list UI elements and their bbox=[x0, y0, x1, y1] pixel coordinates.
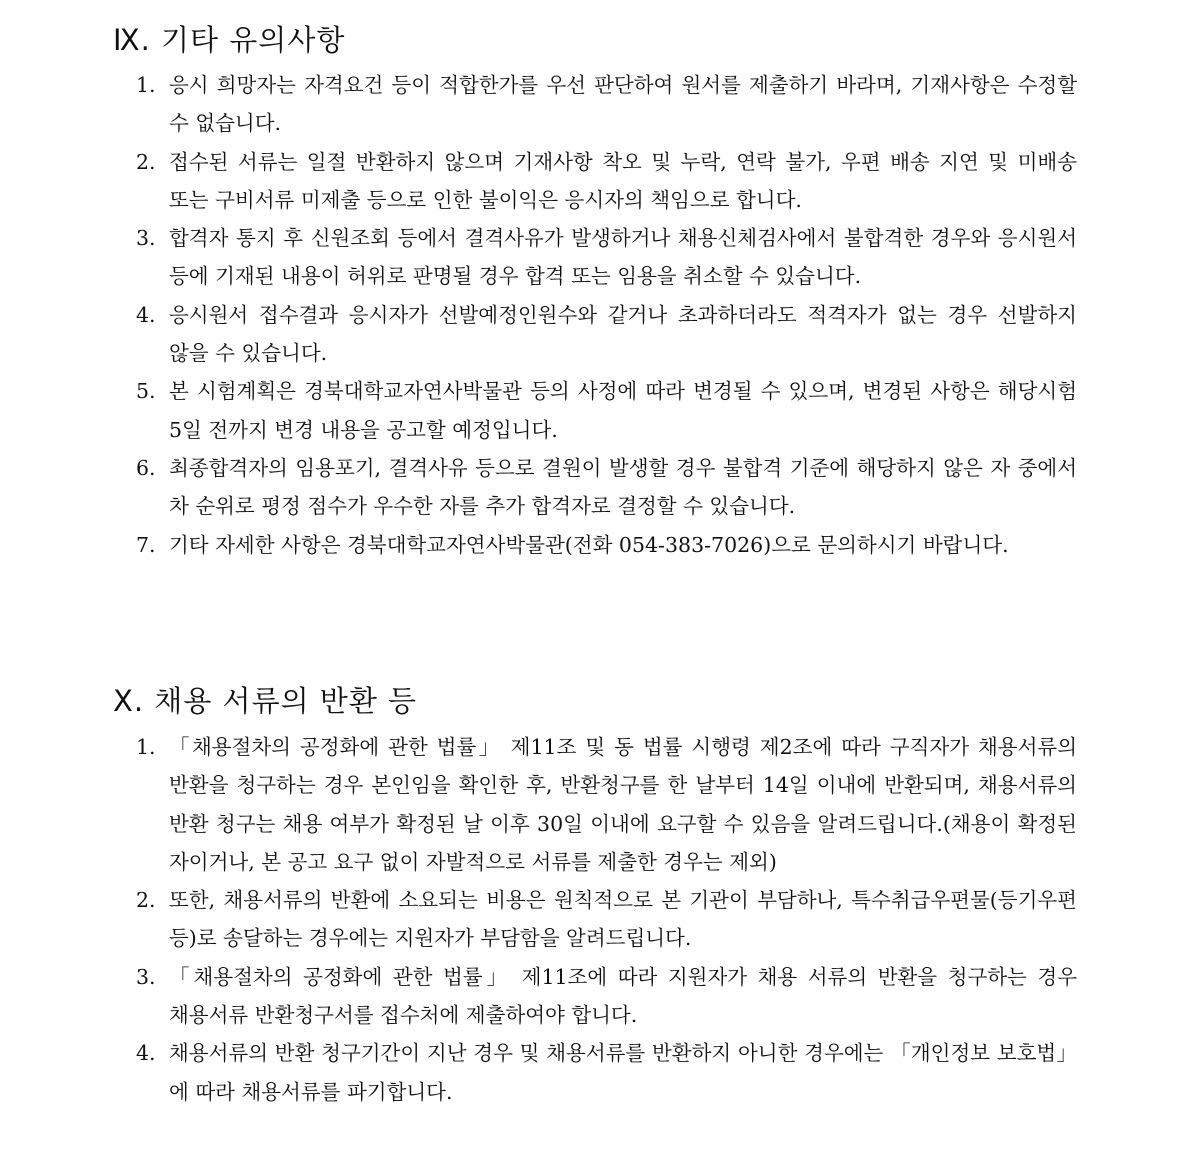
item-text: 「채용절차의 공정화에 관한 법률」 제11조에 따라 지원자가 채용 서류의 반환을 청구하는 경우 채용서류 반환청구서를 접수처에 제출하여야 합니다. bbox=[169, 964, 1077, 1028]
list-item bbox=[0, 1034, 1077, 1111]
item-text: 응시원서 접수결과 응시자가 선발예정인원수와 같거나 초과하더라도 적격자가 없는 경우 선발하지 않을 수 있습니다. bbox=[169, 302, 1077, 366]
item-number: 4. bbox=[136, 302, 156, 327]
list-item bbox=[0, 372, 1077, 449]
list-item bbox=[0, 728, 1077, 881]
item-number: 6. bbox=[136, 455, 156, 480]
item-number: 2. bbox=[136, 149, 156, 174]
list-item bbox=[0, 66, 1077, 143]
list-item bbox=[0, 143, 1077, 220]
item-number: 2. bbox=[136, 888, 156, 913]
notes-list bbox=[0, 66, 1191, 564]
section-title: Ⅸ. 기타 유의사항 bbox=[113, 23, 346, 57]
list-item bbox=[0, 881, 1077, 958]
item-text: 또한, 채용서류의 반환에 소요되는 비용은 원칙적으로 본 기관이 부담하나, 특수취급우편물(등기우편 등)로 송달하는 경우에는 지원자가 부담함을 알려드립니다. bbox=[169, 888, 1077, 951]
item-text: 최종합격자의 임용포기, 결격사유 등으로 결원이 발생할 경우 불합격 기준에 해당하지 않은 자 중에서 차 순위로 평정 점수가 우수한 자를 추가 합격자로 결정할 수 있습니다. bbox=[169, 455, 1077, 519]
section-title: Ⅹ. 채용 서류의 반환 등 bbox=[113, 684, 418, 718]
list-item bbox=[0, 219, 1077, 296]
item-text: 채용서류의 반환 청구기간이 지난 경우 및 채용서류를 반환하지 아니한 경우에는 「개인정보 보호법」에 따라 채용서류를 파기합니다. bbox=[169, 1041, 1077, 1104]
list-item bbox=[0, 526, 1077, 564]
item-number: 5. bbox=[136, 379, 156, 404]
item-text: 응시 희망자는 자격요건 등이 적합한가를 우선 판단하여 원서를 제출하기 바라며, 기재사항은 수정할 수 없습니다. bbox=[169, 73, 1077, 136]
list-item bbox=[0, 958, 1077, 1035]
item-number: 4. bbox=[136, 1041, 156, 1066]
item-number: 3. bbox=[136, 964, 156, 989]
list-item bbox=[0, 296, 1077, 373]
item-text: 기타 자세한 사항은 경북대학교자연사박물관(전화 054-383-7026)으로 문의하시기 바랍니다. bbox=[169, 532, 1009, 557]
item-number: 1. bbox=[136, 73, 156, 97]
item-text: 접수된 서류는 일절 반환하지 않으며 기재사항 착오 및 누락, 연락 불가, 우편 배송 지연 및 미배송 또는 구비서류 미제출 등으로 인한 불이익은 응시자의 책임으로 합니다. bbox=[169, 149, 1077, 212]
item-text: 본 시험계획은 경북대학교자연사박물관 등의 사정에 따라 변경될 수 있으며, 변경된 사항은 해당시험 5일 전까지 변경 내용을 공고할 예정입니다. bbox=[169, 379, 1077, 442]
item-text: 「채용절차의 공정화에 관한 법률」 제11조 및 동 법률 시행령 제2조에 따라 구직자가 채용서류의 반환을 청구하는 경우 본인임을 확인한 후, 반환청구를 한 날부터 14일 이내에 반환되며, 채용서류의 반환 청구는 채용 여부가 확정된 날 이후 30일 이내에 요구할 수 있음을 알려드립니다.(채용이 확정된 자이거나, 본 공고 요구 없이 자발적으로 서류를 제출한 경우는 제외) bbox=[169, 735, 1077, 874]
item-number: 3. bbox=[136, 226, 156, 251]
item-number: 1. bbox=[136, 735, 156, 759]
return-list bbox=[0, 728, 1191, 1111]
item-number: 7. bbox=[136, 532, 156, 557]
item-text: 합격자 통지 후 신원조회 등에서 결격사유가 발생하거나 채용신체검사에서 불합격한 경우와 응시원서 등에 기재된 내용이 허위로 판명될 경우 합격 또는 임용을 취소할 수 있습니다. bbox=[169, 226, 1077, 289]
list-item bbox=[0, 449, 1077, 526]
